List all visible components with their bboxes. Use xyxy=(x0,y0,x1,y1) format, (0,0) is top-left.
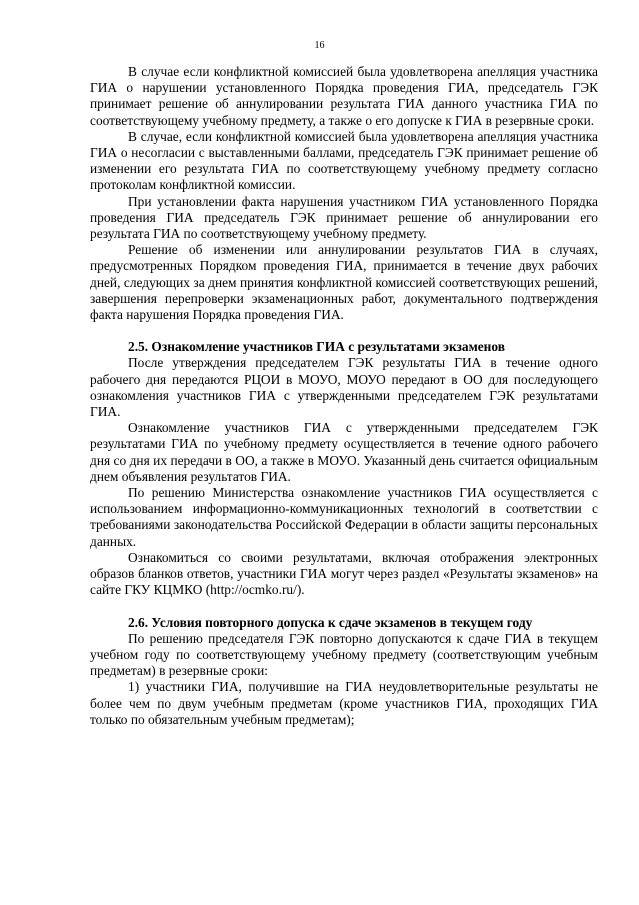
paragraph: Ознакомление участников ГИА с утвержденными председателем ГЭК результатами ГИА по учебному предмету осуществляется в течение одного рабочего дня со дня их передачи в ОО, а также в МОУО. Указанный день считается официальным днем объявления результатов ГИА. xyxy=(90,420,598,484)
page-content xyxy=(90,64,598,728)
section-heading-2-6: 2.6. Условия повторного допуска к сдаче экзаменов в текущем году xyxy=(128,614,533,630)
paragraph: По решению Министерства ознакомление участников ГИА осуществляется с использованием информационно-коммуникационных технологий в соответствии с требованиями законодательства Российской Федерации в области защиты персональных данных. xyxy=(90,485,598,549)
section-gap xyxy=(90,323,598,339)
section-gap xyxy=(90,599,598,615)
paragraph: После утверждения председателем ГЭК результаты ГИА в течение одного рабочего дня передаются РЦОИ в МОУО, МОУО передают в ОО для последующего ознакомления участников ГИА с утвержденными председателем ГЭК результатами ГИА. xyxy=(90,355,598,420)
page-number: 16 xyxy=(314,40,325,51)
paragraph: По решению председателя ГЭК повторно допускаются к сдаче ГИА в текущем учебном году по соответствующему учебному предмету (соответствующим учебным предметам) в резервные сроки: xyxy=(90,630,598,679)
section-heading-2-5: 2.5. Ознакомление участников ГИА с результатами экзаменов xyxy=(128,339,505,355)
paragraph: При установлении факта нарушения участником ГИА установленного Порядка проведения ГИА председатель ГЭК принимает решение об аннулировании его результата ГИА по соответствующему учебному предмету. xyxy=(90,193,598,242)
paragraph: Ознакомиться со своими результатами, включая отображения электронных образов бланков ответов, участники ГИА могут через раздел «Результаты экзаменов» на сайте ГКУ КЦМКО (http://ocmko.ru/). xyxy=(90,549,598,598)
paragraph: В случае если конфликтной комиссией была удовлетворена апелляция участника ГИА о нарушении установленного Порядка проведения ГИА, председатель ГЭК принимает решение об аннулировании результата ГИА данного участника ГИА по соответствующему учебному предмету, а также о его допуске к ГИА в резервные сроки. xyxy=(90,64,598,128)
paragraph: 1) участники ГИА, получившие на ГИА неудовлетворительные результаты не более чем по двум учебным предметам (кроме участников ГИА, проходящих ГИА только по обязательным учебным предметам); xyxy=(90,679,598,727)
paragraph: В случае, если конфликтной комиссией была удовлетворена апелляция участника ГИА о несогласии с выставленными баллами, председатель ГЭК принимает решение об изменении его результата ГИА по соответствующему учебному предмету согласно протоколам конфликтной комиссии. xyxy=(90,128,598,193)
paragraph: Решение об изменении или аннулировании результатов ГИА в случаях, предусмотренных Порядком проведения ГИА, принимается в течение двух рабочих дней, следующих за днем принятия конфликтной комиссией соответствующих решений, завершения перепроверки экзаменационных работ, документального подтверждения факта нарушения Порядка проведения ГИА. xyxy=(90,242,598,323)
